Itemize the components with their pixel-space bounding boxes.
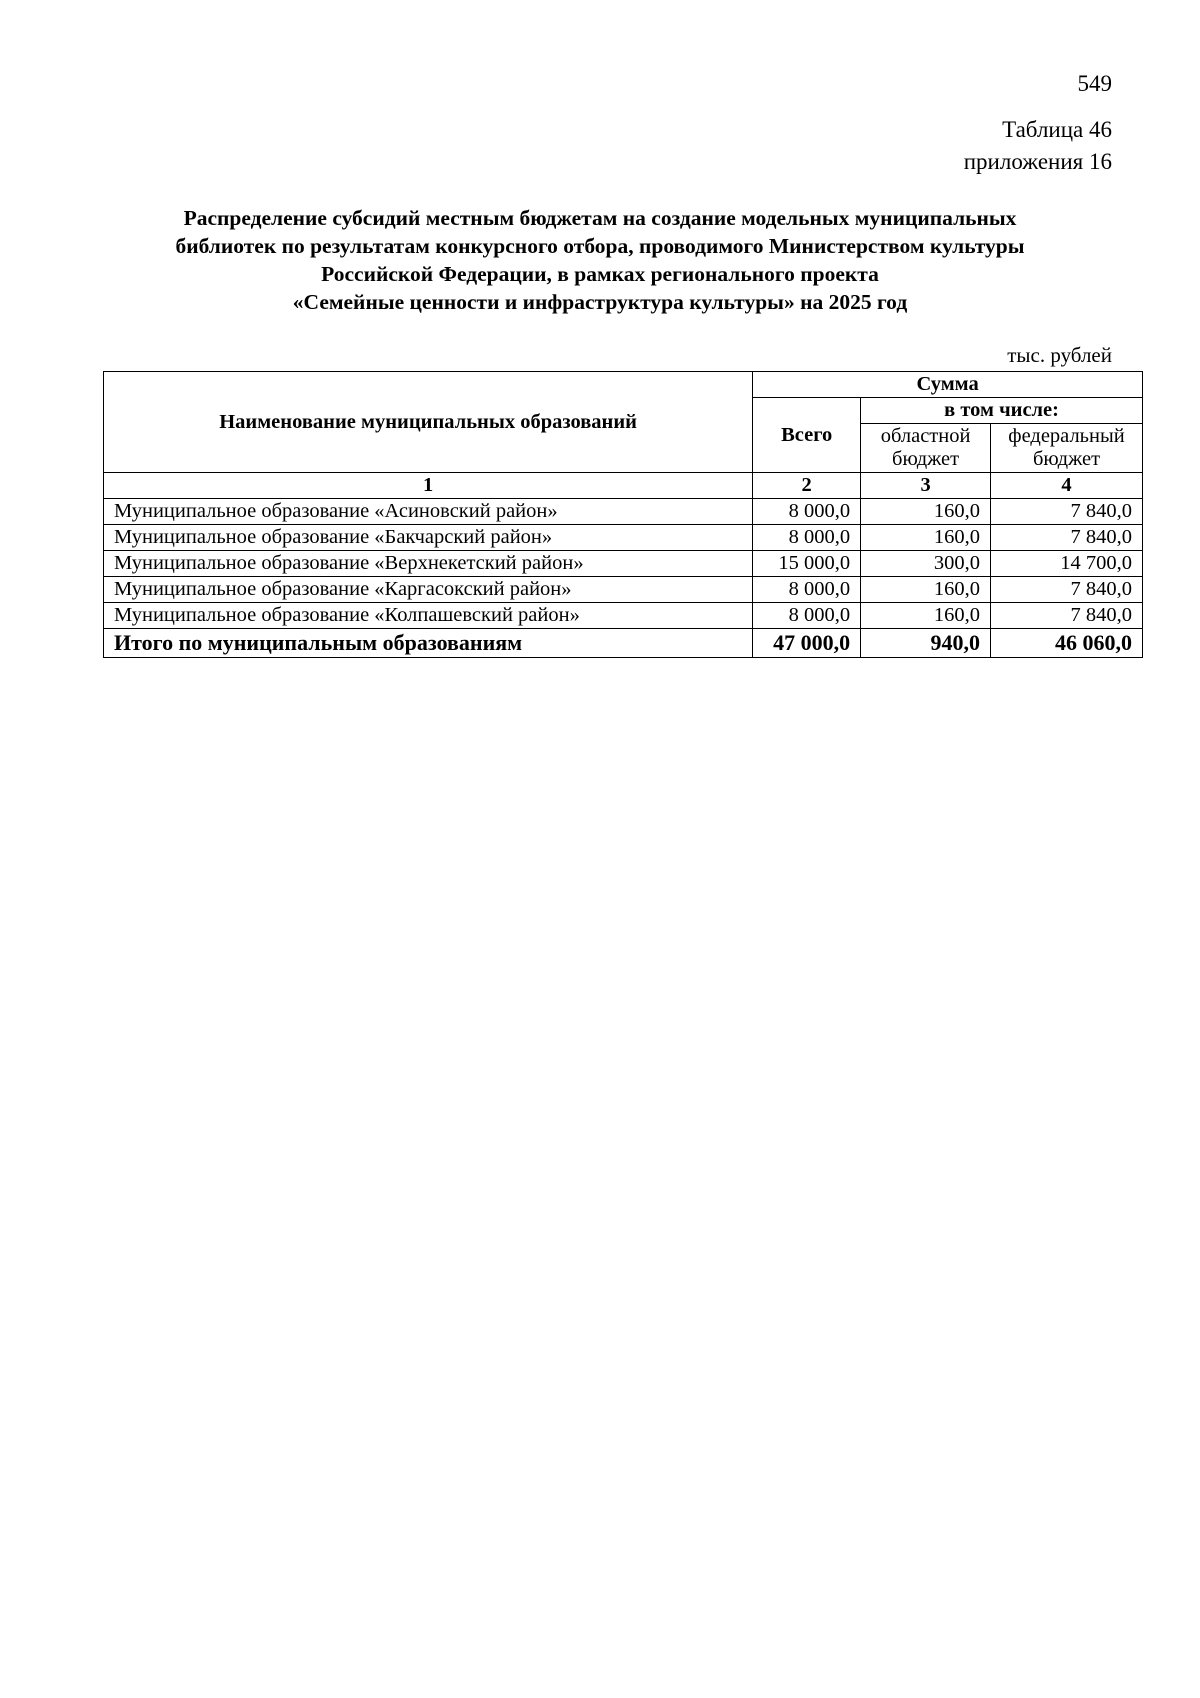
table-reference-line: Таблица 46 [1002,117,1112,142]
column-number: 4 [991,473,1143,499]
regional-amount: 160,0 [861,603,991,629]
municipality-name: Муниципальное образование «Каргасокский район» [104,577,753,603]
header-including: в том числе: [861,398,1143,424]
total-amount: 8 000,0 [753,577,861,603]
header-regional-line-1: областной [880,425,971,447]
total-amount: 8 000,0 [753,525,861,551]
column-number: 3 [861,473,991,499]
header-federal-budget [991,424,1143,473]
regional-amount: 160,0 [861,577,991,603]
regional-amount: 160,0 [861,525,991,551]
subsidy-table [103,371,1143,658]
column-number: 1 [104,473,753,499]
municipality-name: Муниципальное образование «Колпашевский район» [104,603,753,629]
title-line-1: Распределение субсидий местным бюджетам на создание модельных муниципальных [183,206,1017,230]
total-row-label: Итого по муниципальным образованиям [104,629,753,658]
grand-total-amount: 47 000,0 [753,629,861,658]
grand-regional-amount: 940,0 [861,629,991,658]
header-regional-line-2: бюджет [892,448,960,470]
header-total: Всего [753,398,861,473]
municipality-name: Муниципальное образование «Асиновский район» [104,499,753,525]
table-reference [964,114,1112,178]
total-amount: 15 000,0 [753,551,861,577]
header-regional-budget [861,424,991,473]
title-line-2: библиотек по результатам конкурсного отбора, проводимого Министерством культуры [175,234,1025,258]
federal-amount: 7 840,0 [991,499,1143,525]
column-number: 2 [753,473,861,499]
header-name: Наименование муниципальных образований [104,372,753,473]
table-row [104,603,1143,629]
federal-amount: 14 700,0 [991,551,1143,577]
title-line-3: Российской Федерации, в рамках регионального проекта [321,262,879,286]
table-row [104,577,1143,603]
federal-amount: 7 840,0 [991,525,1143,551]
title-line-4: «Семейные ценности и инфраструктура культуры» на 2025 год [292,290,908,314]
total-amount: 8 000,0 [753,603,861,629]
page-number: 549 [1077,71,1112,96]
grand-federal-amount: 46 060,0 [991,629,1143,658]
regional-amount: 160,0 [861,499,991,525]
federal-amount: 7 840,0 [991,603,1143,629]
column-number-row [104,473,1143,499]
document-title [100,204,1100,316]
regional-amount: 300,0 [861,551,991,577]
municipality-name: Муниципальное образование «Верхнекетский район» [104,551,753,577]
table-row [104,499,1143,525]
header-federal-line-1: федеральный [1008,425,1125,447]
header-row-1 [104,372,1143,398]
total-row [104,629,1143,658]
federal-amount: 7 840,0 [991,577,1143,603]
table-row [104,551,1143,577]
header-sum: Сумма [753,372,1143,398]
municipality-name: Муниципальное образование «Бакчарский район» [104,525,753,551]
appendix-reference-line: приложения 16 [963,149,1112,174]
total-amount: 8 000,0 [753,499,861,525]
table-row [104,525,1143,551]
header-federal-line-2: бюджет [1032,448,1101,470]
units-label: тыс. рублей [1007,343,1112,367]
